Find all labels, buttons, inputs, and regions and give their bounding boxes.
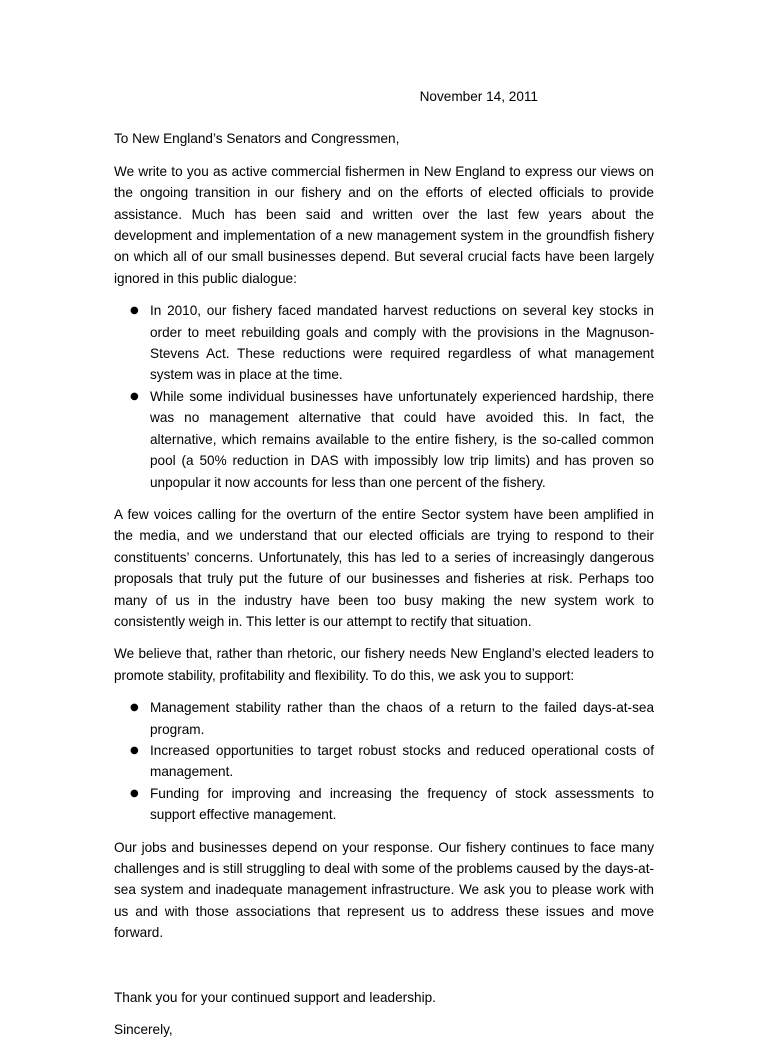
bullet-icon: ●	[130, 744, 139, 756]
thanks-line: Thank you for your continued support and leadership.	[114, 989, 436, 1005]
bullet-icon: ●	[130, 390, 139, 402]
paragraph-intro: We write to you as active commercial fishermen in New England to express our views on the ongoing transition in our fishery and on the efforts of elected officials to provide assistance. Much has been said and written over the last few years about the development and implementation of a new management system in the groundfish fishery on which all of our small businesses depend. But several crucial facts have been largely ignored in this public dialogue:	[114, 163, 654, 286]
letter-page	[114, 86, 654, 1051]
list-item	[114, 783, 654, 826]
list-item	[114, 300, 654, 386]
salutation: To New England’s Senators and Congressmen,	[114, 131, 400, 147]
list-item	[114, 697, 654, 740]
bullet-icon: ●	[130, 305, 139, 317]
closing: Sincerely,	[114, 1022, 173, 1038]
paragraph-sector-system: A few voices calling for the overturn of the entire Sector system have been amplified in the media, and we understand that our elected officials are trying to respond to their constituents’ concerns. Unfortunately, this has led to a series of increasingly dangerous proposals that truly put the future of our businesses and fisheries at risk. Perhaps too many of us in the industry have been too busy making the new system work to consistently weigh in. This letter is our attempt to rectify that situation.	[114, 506, 654, 629]
list-item-text: Management stability rather than the chaos of a return to the failed days-at-sea program.	[150, 700, 654, 737]
bullet-icon: ●	[130, 787, 139, 799]
spacer	[114, 955, 654, 987]
letter-date: November 14, 2011	[419, 89, 538, 104]
list-item-text: Increased opportunities to target robust stocks and reduced operational costs of management.	[150, 742, 654, 780]
facts-list	[114, 300, 654, 493]
list-item	[114, 740, 654, 783]
list-item-text: In 2010, our fishery faced mandated harvest reductions on several key stocks in order to meet rebuilding goals and comply with the provisions in the Magnuson-Stevens Act. These reductions were required regardless of what management system was in place at the time.	[150, 303, 654, 383]
paragraph-response: Our jobs and businesses depend on your response. Our fishery continues to face many challenges and is still struggling to deal with some of the problems caused by the days-at-sea system and inadequate management infrastructure. We ask you to please work with us and with those associations that represent us to address these issues and move forward.	[114, 839, 654, 941]
paragraph-request: We believe that, rather than rhetoric, our fishery needs New England’s elected leaders to promote stability, profitability and flexibility. To do this, we ask you to support:	[114, 646, 654, 683]
asks-list	[114, 697, 654, 825]
bullet-icon: ●	[130, 702, 139, 714]
list-item-text: While some individual businesses have unfortunately experienced hardship, there was no management alternative that could have avoided this. In fact, the alternative, which remains available to the entire fishery, is the so-called common pool (a 50% reduction in DAS with impossibly low trip limits) and has proven so unpopular it now accounts for less than one percent of the fishery.	[150, 388, 654, 490]
list-item-text: Funding for improving and increasing the frequency of stock assessments to support effective management.	[150, 785, 654, 823]
list-item	[114, 386, 654, 493]
